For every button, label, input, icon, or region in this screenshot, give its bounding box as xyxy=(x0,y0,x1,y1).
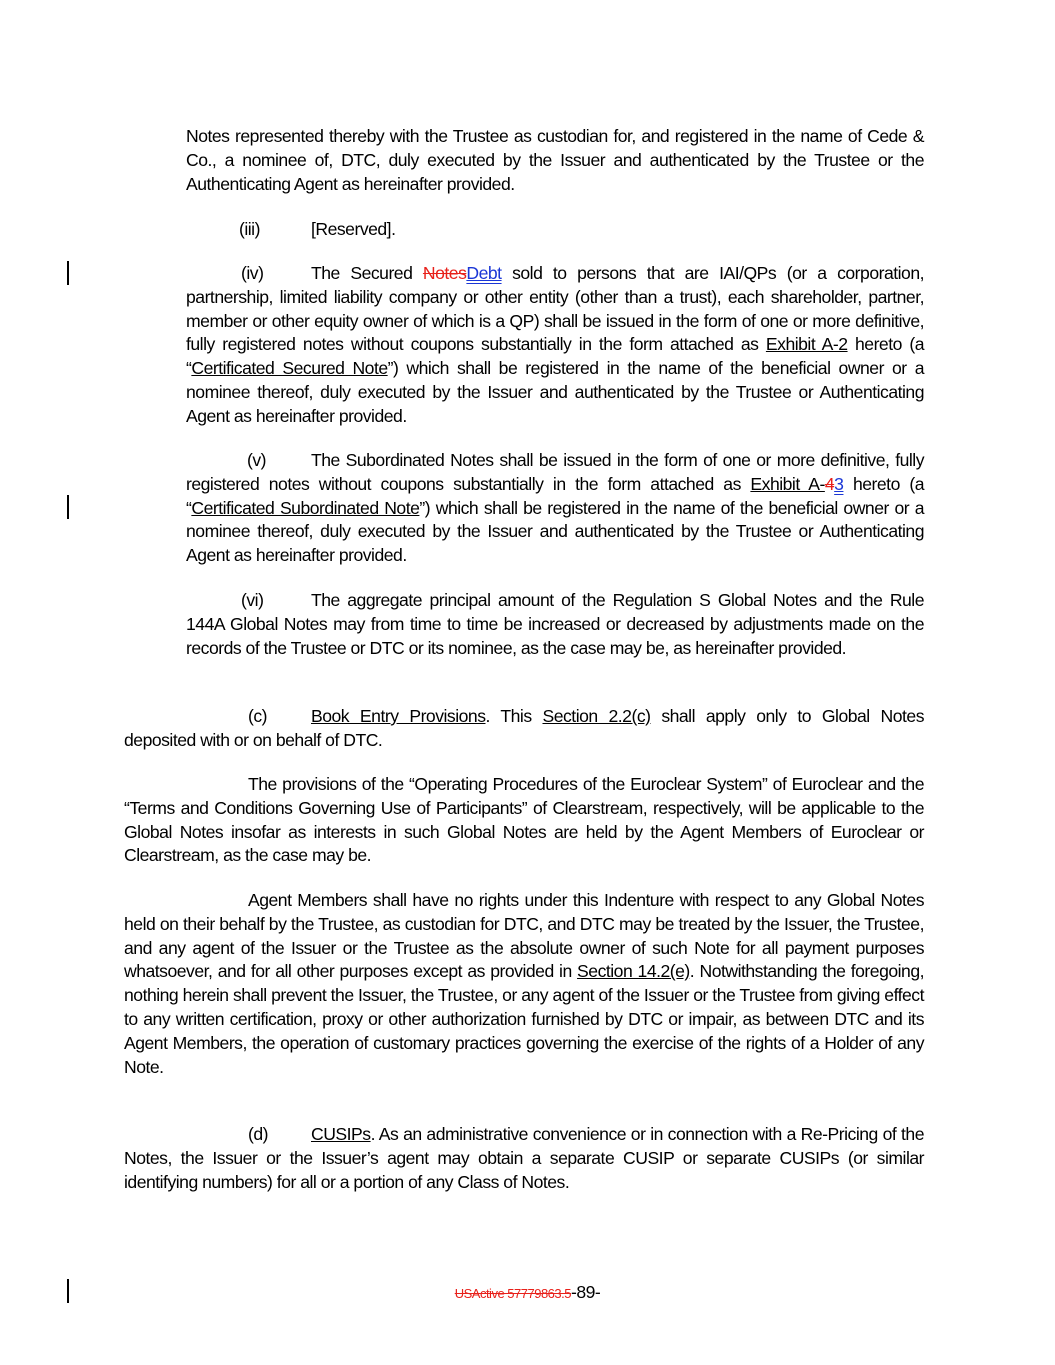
section-label: (c) xyxy=(248,706,268,726)
section-label: (d) xyxy=(248,1124,269,1144)
tracked-insertion: Debt xyxy=(466,263,502,283)
change-bar xyxy=(67,495,69,519)
page-footer xyxy=(0,1281,1055,1306)
change-bar xyxy=(67,261,69,285)
section-heading: CUSIPs xyxy=(311,1124,371,1144)
paragraph-intro: Notes represented thereby with the Trustee as custodian for, and registered in the name of Cede & Co., a nominee of, DTC, duly executed by the Issuer and authenticated by the Trustee or the Authenticating Agent as hereinafter provided. xyxy=(186,126,924,194)
defined-term: Certificated Subordinated Note xyxy=(191,497,420,518)
tracked-insertion: 3 xyxy=(834,473,844,494)
clause-label: (iii) xyxy=(239,219,260,239)
clause-label: (iv) xyxy=(241,263,264,283)
paragraph-iv: (iv) The Secured NotesDebt sold to persons that are IAI/QPs (or a corporation, partnership, limited liability company or other entity (other than a trust), each shareholder, partner, member or other equity owner of which is a QP) shall be issued in the form of one or more definitive, fully registered notes without coupons substantially in the form attached as Exhibit A-2 hereto (a “Certificated Secured Note”) which shall be registered in the name of the beneficial owner or a nominee thereof, duly executed by the Issuer and authenticated by the Trustee or Authenticating Agent as hereinafter provided. xyxy=(186,263,924,426)
clause-label: (v) xyxy=(247,450,267,470)
clause-label: (vi) xyxy=(241,590,264,610)
section-reference: Section 14.2(e) xyxy=(577,961,690,982)
section-reference: Section 2.2(c) xyxy=(542,706,651,726)
paragraph-euroclear: The provisions of the “Operating Procedures of the Euroclear System” of Euroclear and the “Terms and Conditions Governing Use of Participants” of Clearstream, respectively, will be applicable to the Global Notes insofar as interests in such Global Notes are held by the Agent Members of Euroclear or Clearstream, as the case may be. xyxy=(124,774,924,866)
tracked-deletion: Notes xyxy=(422,263,467,283)
paragraph-vi: (vi) The aggregate principal amount of the Regulation S Global Notes and the Rule 144A Global Notes may from time to time be increased or decreased by adjustments made on the records of the Trustee or DTC or its nominee, as the case may be, as hereinafter provided. xyxy=(186,590,924,658)
exhibit-reference: Exhibit A- xyxy=(750,473,825,494)
paragraph-iii: (iii) [Reserved]. xyxy=(239,218,924,242)
defined-term: Certificated Secured Note xyxy=(191,358,388,379)
section-heading: Book Entry Provisions xyxy=(311,706,486,726)
paragraph-v: (v) The Subordinated Notes shall be issued in the form of one or more definitive, fully registered notes without coupons substantially in the form attached as Exhibit A-43 hereto (a “Certificated Subordinated Note”) which shall be registered in the name of the beneficial owner or a nominee thereof, duly executed by the Issuer and authenticated by the Trustee or Authenticating Agent as hereinafter provided. xyxy=(186,450,925,566)
paragraph-agent-members: Agent Members shall have no rights under this Indenture with respect to any Global Notes held on their behalf by the Trustee, as custodian for DTC, and DTC may be treated by the Issuer, the Trustee, and any agent of the Issuer or the Trustee as the absolute owner of such Note for all payment purposes whatsoever, and for all other purposes except as provided in Section 14.2(e). Notwithstanding the foregoing, nothing herein shall prevent the Issuer, the Trustee, or any agent of the Issuer or the Trustee from giving effect to any written certification, proxy or other authorization furnished by DTC or impair, as between DTC and its Agent Members, the operation of customary practices governing the exercise of the rights of a Holder of any Note. xyxy=(124,890,925,1077)
tracked-deletion: 4 xyxy=(824,473,835,494)
paragraph-c: (c) Book Entry Provisions. This Section 2.2(c) shall apply only to Global Notes deposited with or on behalf of DTC. xyxy=(124,706,924,750)
document-id: USActive 57779863.5 xyxy=(454,1286,571,1301)
exhibit-reference: Exhibit A-2 xyxy=(765,334,848,355)
page-number: -89- xyxy=(570,1282,601,1302)
paragraph-d: (d) CUSIPs. As an administrative convenience or in connection with a Re-Pricing of the Notes, the Issuer or the Issuer’s agent may obtain a separate CUSIP or separate CUSIPs (or similar identifying numbers) for all or a portion of any Class of Notes. xyxy=(124,1124,924,1192)
